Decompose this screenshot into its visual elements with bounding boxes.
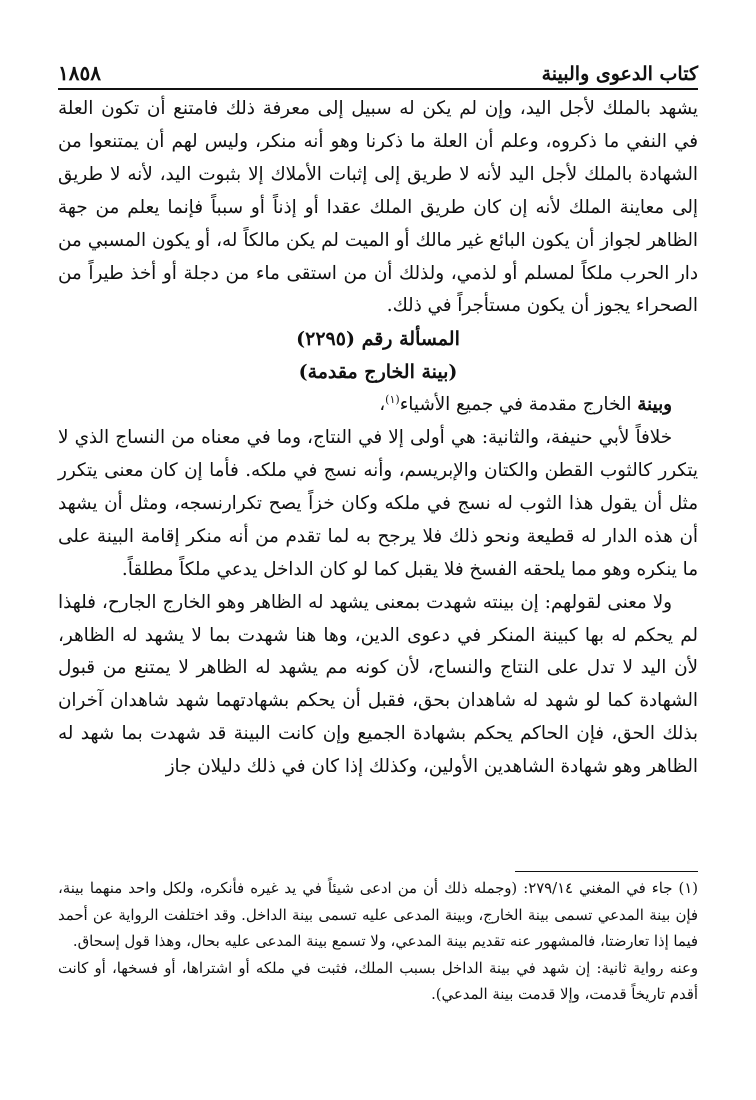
main-text [58, 93, 698, 784]
paragraph-2 [58, 389, 698, 422]
book-title: كتاب الدعوى والبينة [541, 63, 698, 85]
paragraph-4: ولا معنى لقولهم: إن بينته شهدت بمعنى يشهد له الظاهر وهو الخارج الجارح، فلهذا لم يحكم له بها كبينة المنكر في دعوى الدين، وها هنا شهدت بما لا يشهد له الظاهر، لأن اليد لا تدل على النتاج والنساج، لأن كونه مم يشهد له الظاهر لا يمتنع من قبول الشهادة كما لو شهد له شاهدان بحق، فقبل أن يحكم بشهادتهما شهد شاهدان آخران بذلك الحق، فإن الحاكم يحكم بشهادة الجميع وإن كانت البينة قد شهدت بما شهد له الظاهر وهو شهادة الشاهدين الأولين، وكذلك إذا كان في ذلك دليلان جاز [58, 591, 698, 778]
footnote-reference[interactable]: (١) [385, 393, 400, 407]
paragraph-keyword: وبينة [637, 394, 672, 416]
paragraph-2-text: الخارج مقدمة في جميع الأشياء [399, 394, 632, 416]
paragraph-1: يشهد بالملك لأجل اليد، وإن لم يكن له سبيل إلى معرفة ذلك فامتنع أن تكون العلة في النفي ما ذكروه، وعلم أن العلة ما ذكرنا وهو أنه منكر، وليس لهم أن يمتنعوا من الشهادة بالملك لأجل اليد لأنه لا طريق إلى إثبات الأملاك إلا بثبوت اليد، لأنه لا طريق إلى معاينة الملك لأنه إن كان طريق الملك عقدا أو إذناً أو سبباً فإنما يعلم من جهة الظاهر لجواز أن يكون البائع غير مالك أو الميت لم يكن مالكاً له، أو يكون المسبي من دار الحرب ملكاً لمسلم أو لذمي، ولذلك أن من استقى ماء من دجلة أو أخذ طيراً من الصحراء يجوز أن يكون مستأجراً في ذلك. [58, 98, 698, 317]
footnote-1-text: جاء في المغني ٢٧٩/١٤: (وجمله ذلك أن من ادعى شيئاً في يد غيره فأنكره، ولكل واحد منهما بينة، فإن بينة المدعي تسمى بينة الخارج، وبينة المدعى عليه تسمى بينة الداخل. وقد اختلفت الرواية عن أحمد فيما إذا تعارضتا، فالمشهور عنه تقديم بينة المدعي، ولا تسمع بينة المدعى عليه بحال، وهذا قول إسحاق. [58, 880, 698, 950]
footnote-separator [515, 871, 698, 872]
paragraph-2-end: ، [379, 394, 386, 416]
page-number: ١٨٥٨ [58, 61, 101, 85]
footnote-1-continuation: وعنه رواية ثانية: إن شهد في بينة الداخل بسبب الملك، فثبت في ملكه أو اشتراها، أو فسخها، أو كانت أقدم تاريخاً قدمت، وإلا قدمت بينة المدعي). [58, 959, 698, 1003]
issue-title: (بينة الخارج مقدمة) [298, 361, 458, 384]
issue-heading: المسألة رقم (٢٢٩٥) [296, 328, 460, 351]
footnote-1 [58, 876, 698, 956]
paragraph-3: خلافاً لأبي حنيفة، والثانية: هي أولى إلا في النتاج، وما في معناه من النساج الذي لا يتكرر كالثوب القطن والكتان والإبريسم، وأنه نسج في ملكه. فأما إن كان معنى يتكرر مثل أن يقول هذا الثوب له نسج في ملكه وكان خزاً يصح تكرارنسجه، ومثل أن يشهد أن هذه الدار له قطيعة ونحو ذلك فلا يرجح به لما تقدم من أنه منكر إقامة البينة على ما ينكره وهو مما يلحقه الفسخ فلا يقبل كما لو كان الداخل يدعي ملكاً مطلقاً. [58, 427, 698, 580]
footnotes [58, 876, 698, 1009]
running-header [58, 58, 698, 90]
footnote-marker: (١) [678, 880, 698, 897]
